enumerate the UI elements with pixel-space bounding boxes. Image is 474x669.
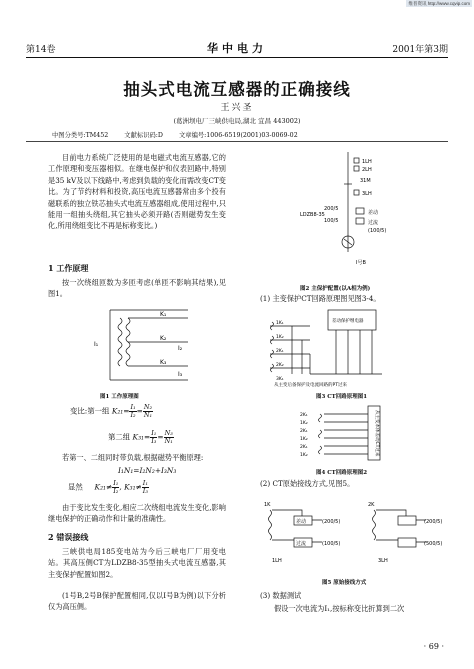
fig5-label-ratio-200: (200/5): [322, 519, 341, 525]
fig2-label-bus: Ⅰ号B: [356, 260, 366, 266]
section-2-paragraph-2: (1号B,2号B保护配置相同,仅以I号B为例)以下分析仅为高压侧。: [48, 591, 226, 612]
meta-rule: [26, 141, 448, 142]
section-1-text: 按一次绕组匝数为多匝考虑(单匝不影响其结果),见图1。: [48, 278, 226, 299]
ratio-2-formula: 第二组 K₃₁= $\frac{\text{I₁}}{\text{I₃}}$ = $\frac{\text{N₃}}{\text{N₁}}$: [108, 429, 173, 445]
fig3-relay-box: 差动保护继电器: [332, 319, 364, 324]
fig5-label-ratio-100: (100/5): [322, 541, 341, 547]
fig2-label-31m: 31M: [360, 178, 371, 184]
fig1-label-i2: I₂: [178, 345, 183, 352]
author: 王兴圣: [220, 103, 254, 113]
figure-4-diagram: [298, 404, 394, 466]
fig1-label-i3: I₃: [178, 371, 183, 378]
parallel-load-text: 若第一、二组同时带负载,根据磁势平衡原理:: [62, 453, 204, 462]
fig2-label-overcurrent: 过流: [368, 220, 379, 226]
fig4-tag-6: 1K₂: [300, 453, 308, 458]
ratio-1-formula: 变比:第一组 K₂₁= $\frac{\text{I₁}}{\text{I₂}}$ = $\frac{\text{N₂}}{\text{N₁}}$: [70, 403, 153, 419]
header-rule: [26, 57, 448, 58]
fig5-label-1k: 1K: [264, 502, 271, 508]
fig3-tag-4: 2K₂: [276, 363, 284, 368]
fig5-label-ratio-500: (500/5): [424, 541, 443, 547]
affiliation: (葛洲坝电厂三峡供电局,湖北 宜昌 443002): [173, 117, 301, 125]
page-number: · 69 ·: [423, 642, 444, 651]
fig4-tag-3: 2K₁: [300, 429, 308, 434]
fig5-label-3lh: 3LH: [378, 558, 388, 564]
fig2-label-model: LDZB8-35: [300, 212, 325, 218]
figure-1-diagram: [88, 304, 198, 386]
figure-3-caption: 图3 CT回路原理图1: [316, 394, 368, 400]
fig4-tag-1: 2K₁: [300, 413, 308, 418]
fig5-label-1lh: 1LH: [272, 558, 282, 564]
section-2-paragraph-1: 三峡供电局185变电站为今后三峡电厂厂用变电站。其高压侧CT为LDZB8-35型抽头式电流互感器,其主变保护配置如图2。: [48, 547, 226, 579]
mmf-balance-formula: I₁N₁=I₂N₂+I₃N₃: [118, 466, 177, 475]
figure-3-diagram: [262, 308, 392, 388]
figure-1-caption: 图1 工作原理图: [100, 394, 139, 400]
fig4-tag-5: 2K₁: [300, 445, 308, 450]
article-number: 文章编号:1006-6519(2001)03-0069-02: [178, 132, 298, 139]
figure-5-diagram: [262, 500, 446, 572]
fig5-label-diff: 差动: [296, 519, 307, 525]
fig2-label-3lh: 3LH: [362, 191, 372, 197]
fig3-tag-1: 1K₁: [276, 321, 284, 326]
fig3-tag-2: 1K₂: [276, 335, 284, 340]
section-1-heading: 1 工作原理: [48, 263, 89, 273]
fig2-label-diff: 差动: [368, 210, 379, 216]
figure-2-note: (1) 主变保护CT回路原理图见图3-4。: [260, 294, 381, 303]
figure-5-caption: 图5 原始接线方式: [322, 580, 367, 586]
fig4-tag-2: 1K₂: [300, 421, 308, 426]
watermark: 维普资讯 http://www.cqvip.com: [408, 1, 470, 6]
fig3-tag-3: 2K₁: [276, 349, 284, 354]
consequence-text: 由于变比发生变化,相应二次绕组电流发生变化,影响继电保护的正确动作和计量的准确性。: [48, 503, 226, 524]
article-title: 抽头式电流互感器的正确接线: [123, 80, 351, 99]
fig5-label-ratio-200-b: (200/5): [424, 519, 443, 525]
intro-paragraph: 目前电力系统广泛使用的是电磁式电流互感器,它的工作原理和变压器相似。在继电保护和仪表回路中,特别是35 kV及以下线路中,考虑到负载的变化而需改变CT变比。为了节约材料和投资,高压电流互感器常由多个投有磁联系的独立铁芯抽头式电流互感器组成,使用过程中,只能用一组抽头绕组,其它抽头必须开路(否则磁势发生变化,所用绕组变比不再是标称变比。): [48, 153, 226, 231]
fig1-label-i1: I₁: [94, 341, 99, 348]
fig4-tag-4: 1K₂: [300, 437, 308, 442]
fig2-label-ratio-2: 100/5: [324, 218, 339, 224]
running-header: [26, 40, 448, 56]
fig2-label-ratio-3: (100/5): [368, 228, 387, 234]
clc-number: 中图分类号:TM452: [52, 132, 109, 139]
journal-name: 华中电力: [207, 42, 267, 55]
fig2-label-1lh: 1LH: [362, 159, 372, 165]
inequality-formula: 显然 K₂₁≠ $\frac{\text{I₁}}{\text{I₂}}$ , K₃₁≠ $\frac{\text{I₁}}{\text{I₃}}$: [68, 479, 148, 495]
fig5-label-overcurrent: 过流: [296, 541, 307, 547]
figure-5-note: (2) CT原始接线方式,见图5。: [260, 479, 355, 488]
figure-2-diagram: [300, 152, 430, 280]
fig3-footnote: 从主变后备保护及电流回路的PT过来: [274, 383, 347, 388]
fig2-label-2lh: 2LH: [362, 167, 372, 173]
fig4-box-label: 从主变本体差动CT过来: [374, 410, 379, 457]
article-meta: [52, 130, 312, 139]
issue-label: 2001年第3期: [392, 45, 448, 55]
fig1-label-k3: K₃: [160, 359, 167, 366]
section-3-heading: (3) 数据测试: [260, 591, 302, 600]
fig2-label-ratio-1: 200/5: [324, 206, 339, 212]
section-2-heading: 2 错误接线: [48, 532, 89, 542]
fig1-label-k2: K₂: [160, 335, 167, 342]
fig1-label-k1: K₁: [160, 311, 167, 318]
figure-4-caption: 图4 CT回路原理图2: [316, 470, 368, 476]
fig5-label-2k: 2K: [368, 502, 375, 508]
figure-2-caption: 图2 主保护配置(以A相为例): [300, 286, 371, 292]
doc-code: 文献标识码:D: [124, 132, 163, 139]
volume-label: 第14卷: [26, 45, 56, 55]
fig3-tag-5: 3K₁: [276, 377, 284, 382]
section-3-text: 假设一次电流为I₁,按标称变比折算到二次: [274, 604, 405, 613]
